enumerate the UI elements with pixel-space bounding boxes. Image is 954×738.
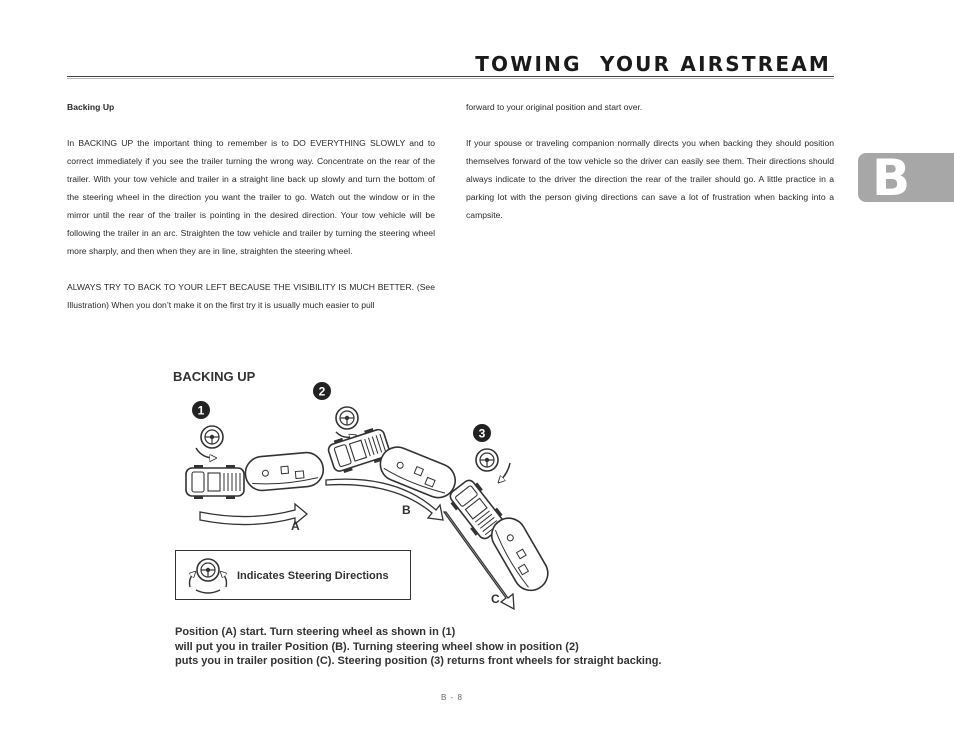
step-3-label: 3 xyxy=(478,426,486,441)
left-paragraph-2: ALWAYS TRY TO BACK TO YOUR LEFT BECAUSE THE VISIBILITY IS MUCH BETTER. (See Illustration) When you don’t make it on the first try it is usually much easier to pull xyxy=(67,282,435,310)
position-b-label: B xyxy=(402,503,411,517)
page-number: B - 8 xyxy=(441,693,463,702)
figure-title: BACKING UP xyxy=(173,369,256,384)
steering-wheel-icon xyxy=(476,449,498,471)
trailer-a xyxy=(244,451,325,492)
position-a-label: A xyxy=(291,519,300,533)
caption-line-2: will put you in trailer Position (B). Turning steering wheel show in position (2) xyxy=(175,640,579,653)
right-paragraph-1: forward to your original position and start over. xyxy=(466,102,643,112)
turn-arrow-icon xyxy=(500,463,510,481)
turn-arrow-icon xyxy=(336,432,354,437)
steering-wheel-icon xyxy=(336,407,358,429)
figure-caption xyxy=(175,625,661,669)
left-paragraph-1: In BACKING UP the important thing to remember is to DO EVERYTHING SLOWLY and to correct immediately if you see the trailer turning the wrong way. Concentrate on the rear of the trailer. With your tow vehicle and trailer in a straight line back up slowly and turn the bottom of the steering wheel in the direction you want the trailer to go. Watch out the window or in the mirror until the rear of the trailer is pointing in the desired direction. Your tow vehicle will be following the trailer in an arc. Straighten the tow vehicle and trailer by turning the steering wheel more sharply, and then when they are in line, straighten the steering wheel. xyxy=(67,138,435,256)
step-3-badge xyxy=(473,424,491,442)
tow-vehicle-a xyxy=(186,465,244,499)
turn-arrow-icon xyxy=(196,448,214,458)
page-header-title: TOWING YOUR AIRSTREAM xyxy=(475,52,831,76)
step-1-badge xyxy=(192,401,210,419)
caption-line-3: puts you in trailer position (C). Steering position (3) returns front wheels for straight backing. xyxy=(175,655,662,667)
legend-label: Indicates Steering Directions xyxy=(237,570,389,582)
caption-line-1: Position (A) start. Turn steering wheel as shown in (1) xyxy=(175,626,456,638)
trailer-b xyxy=(375,442,460,503)
section-tab-letter: B xyxy=(872,149,911,207)
step-1-label: 1 xyxy=(197,403,205,418)
position-c-label: C xyxy=(491,592,500,606)
legend-box xyxy=(175,550,411,600)
step-2-label: 2 xyxy=(318,384,326,399)
section-heading: Backing Up xyxy=(67,102,115,112)
right-paragraph-2: If your spouse or traveling companion normally directs you when backing they should position themselves forward of the tow vehicle so the driver can easily see them. Their directions should always indicate to the driver the direction the rear of the trailer should go. A little practice in a parking lot with the person giving directions can save a lot of frustration when backing into a campsite. xyxy=(466,138,834,220)
step-2-badge xyxy=(313,382,331,400)
steering-wheel-icon xyxy=(201,426,223,448)
